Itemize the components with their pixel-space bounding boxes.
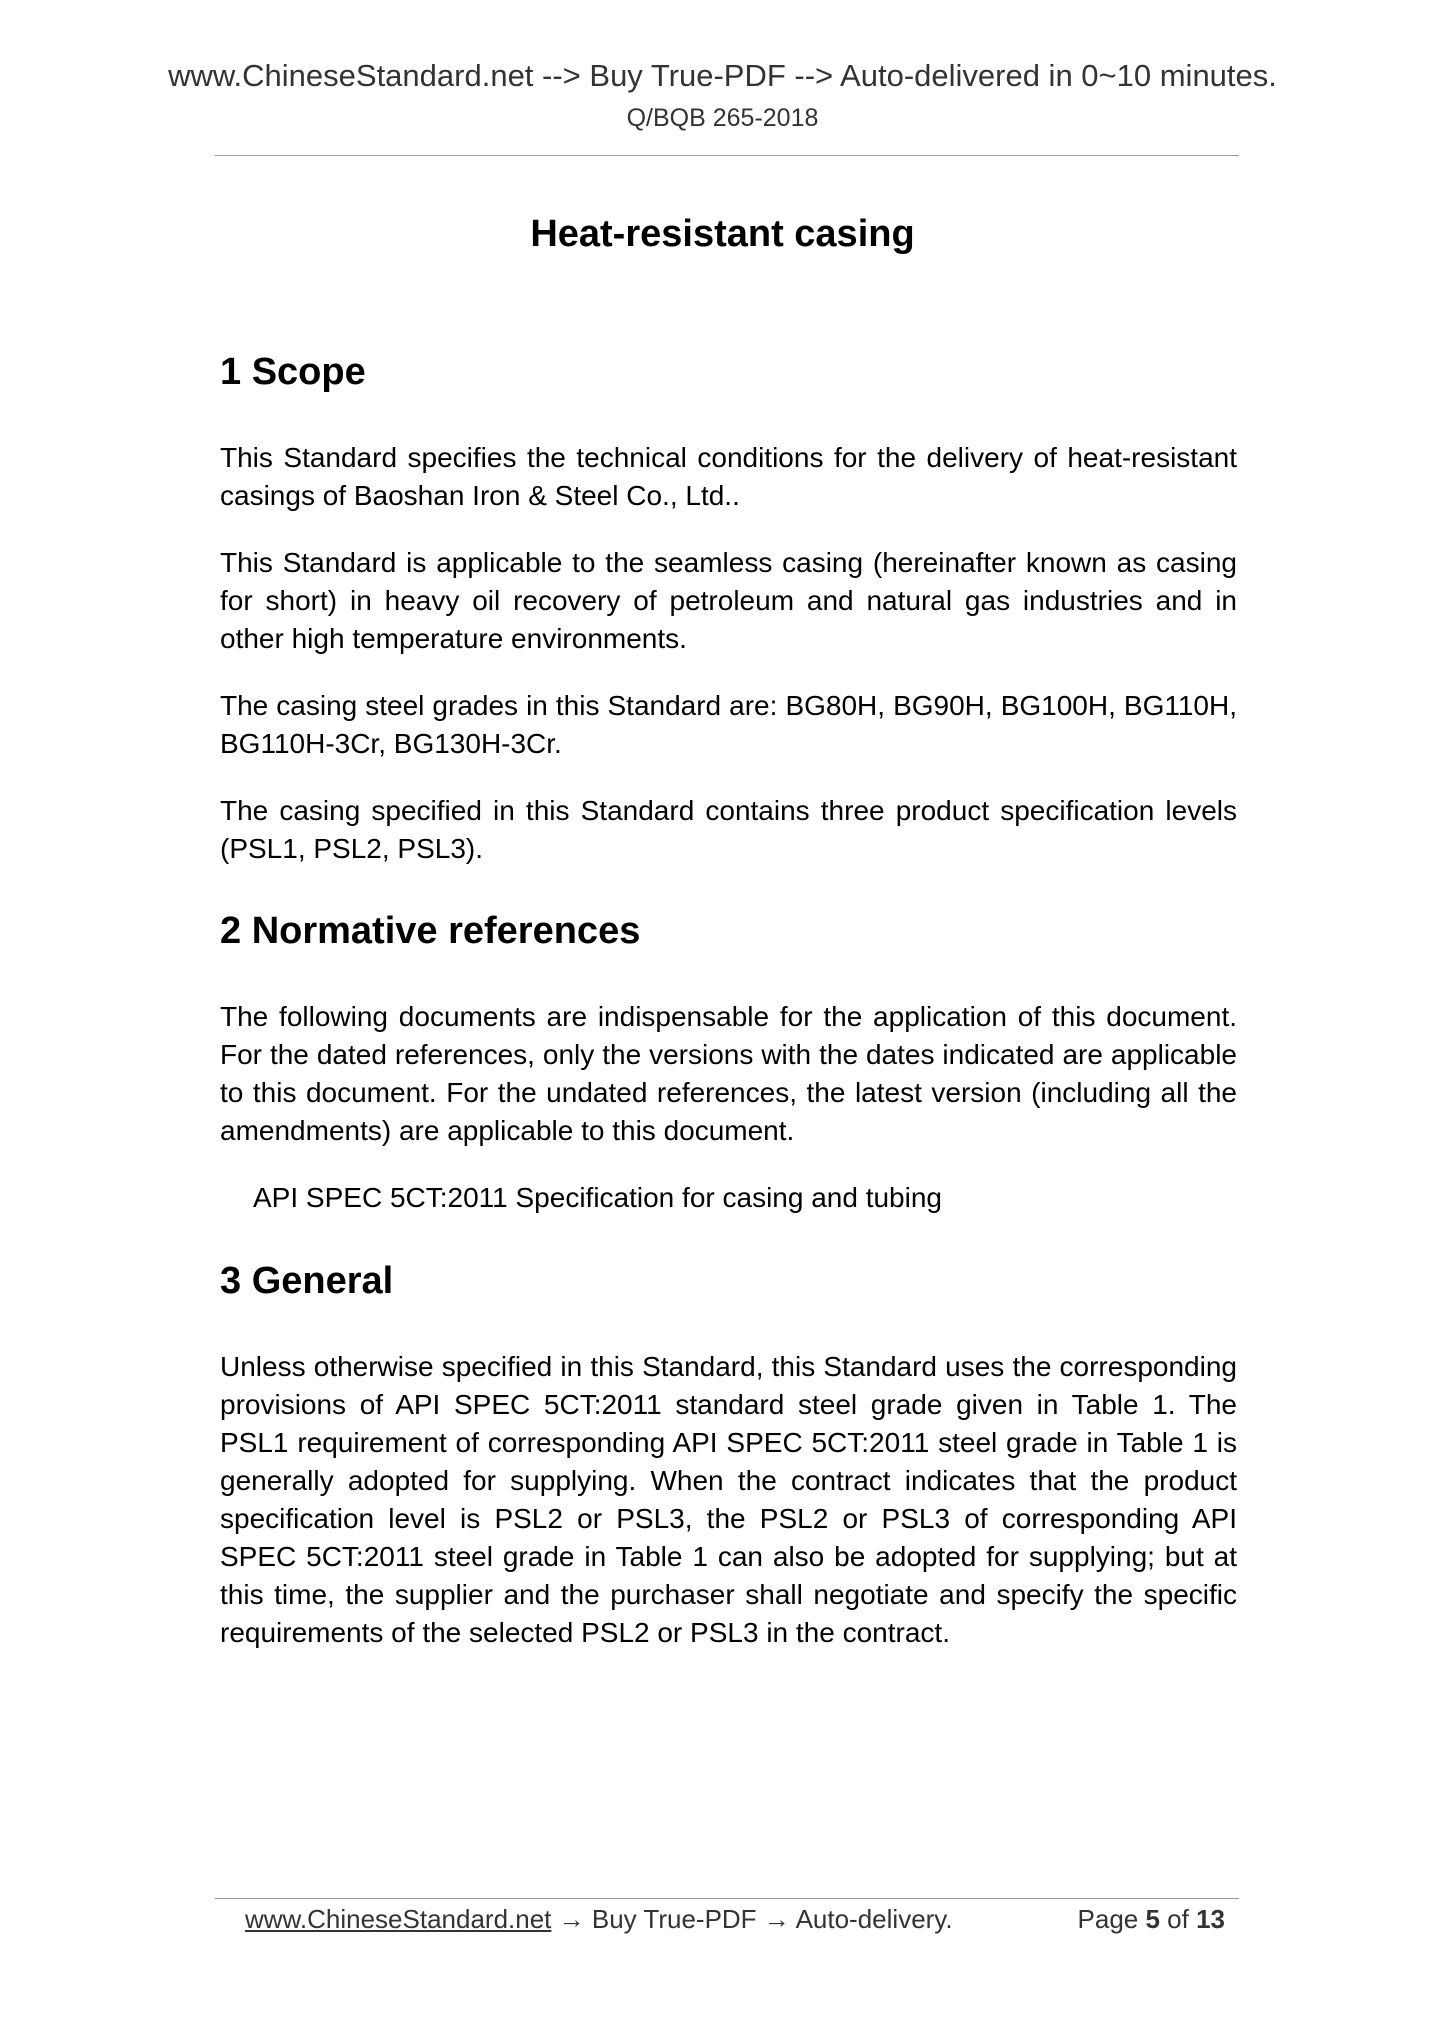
normative-paragraph: The following documents are indispensable for the application of this document. For the dated references, only the versions with the dates indicated are applicable to this document. For the undated references, the latest version (including all the amendments) are applicable to this document. xyxy=(220,1001,1237,1146)
current-page-number: 5 xyxy=(1145,1904,1160,1934)
page-prefix: Page xyxy=(1077,1904,1146,1934)
scope-paragraph: This Standard specifies the technical conditions for the delivery of heat-resistant casings of Baoshan Iron & Steel Co., Ltd.. xyxy=(220,442,1237,511)
scope-paragraph: This Standard is applicable to the seamless casing (hereinafter known as casing for short) in heavy oil recovery of petroleum and natural gas industries and in other high temperature environments. xyxy=(220,547,1237,654)
footer-divider xyxy=(215,1898,1239,1899)
page-indicator xyxy=(1078,1900,1225,1938)
section-heading-general: 3 General xyxy=(220,1260,394,1302)
header-divider xyxy=(215,155,1239,156)
general-paragraph: Unless otherwise specified in this Standard, this Standard uses the corresponding provisions of API SPEC 5CT:2011 standard steel grade given in Table 1. The PSL1 requirement of corresponding API SPEC 5CT:2011 steel grade in Table 1 is generally adopted for supplying. When the contract indicates that the product specification level is PSL2 or PSL3, the PSL2 or PSL3 of corresponding API SPEC 5CT:2011 steel grade in Table 1 can also be adopted for supplying; but at this time, the supplier and the purchaser shall negotiate and specify the specific requirements of the selected PSL2 or PSL3 in the contract. xyxy=(220,1351,1237,1648)
scope-paragraph: The casing specified in this Standard contains three product specification levels (PSL1, PSL2, PSL3). xyxy=(220,795,1237,864)
page-footer xyxy=(245,1900,1225,1938)
footer-website-link[interactable]: www.ChineseStandard.net xyxy=(245,1904,552,1934)
reference-item: API SPEC 5CT:2011 Specification for casing and tubing xyxy=(253,1182,942,1213)
document-title: Heat-resistant casing xyxy=(530,213,915,255)
top-banner: www.ChineseStandard.net --> Buy True-PDF --> Auto-delivered in 0~10 minutes. xyxy=(168,58,1277,93)
scope-paragraph: The casing steel grades in this Standard are: BG80H, BG90H, BG100H, BG110H, BG110H-3Cr, BG130H-3Cr. xyxy=(220,690,1237,759)
document-body xyxy=(220,348,1237,1652)
section-heading-normative-references: 2 Normative references xyxy=(220,910,641,952)
document-code: Q/BQB 265-2018 xyxy=(626,104,819,132)
section-heading-scope: 1 Scope xyxy=(220,351,366,393)
footer-text: → Buy True-PDF → Auto-delivery. xyxy=(551,1904,953,1934)
page-separator: of xyxy=(1159,1904,1197,1934)
total-page-count: 13 xyxy=(1196,1904,1225,1934)
